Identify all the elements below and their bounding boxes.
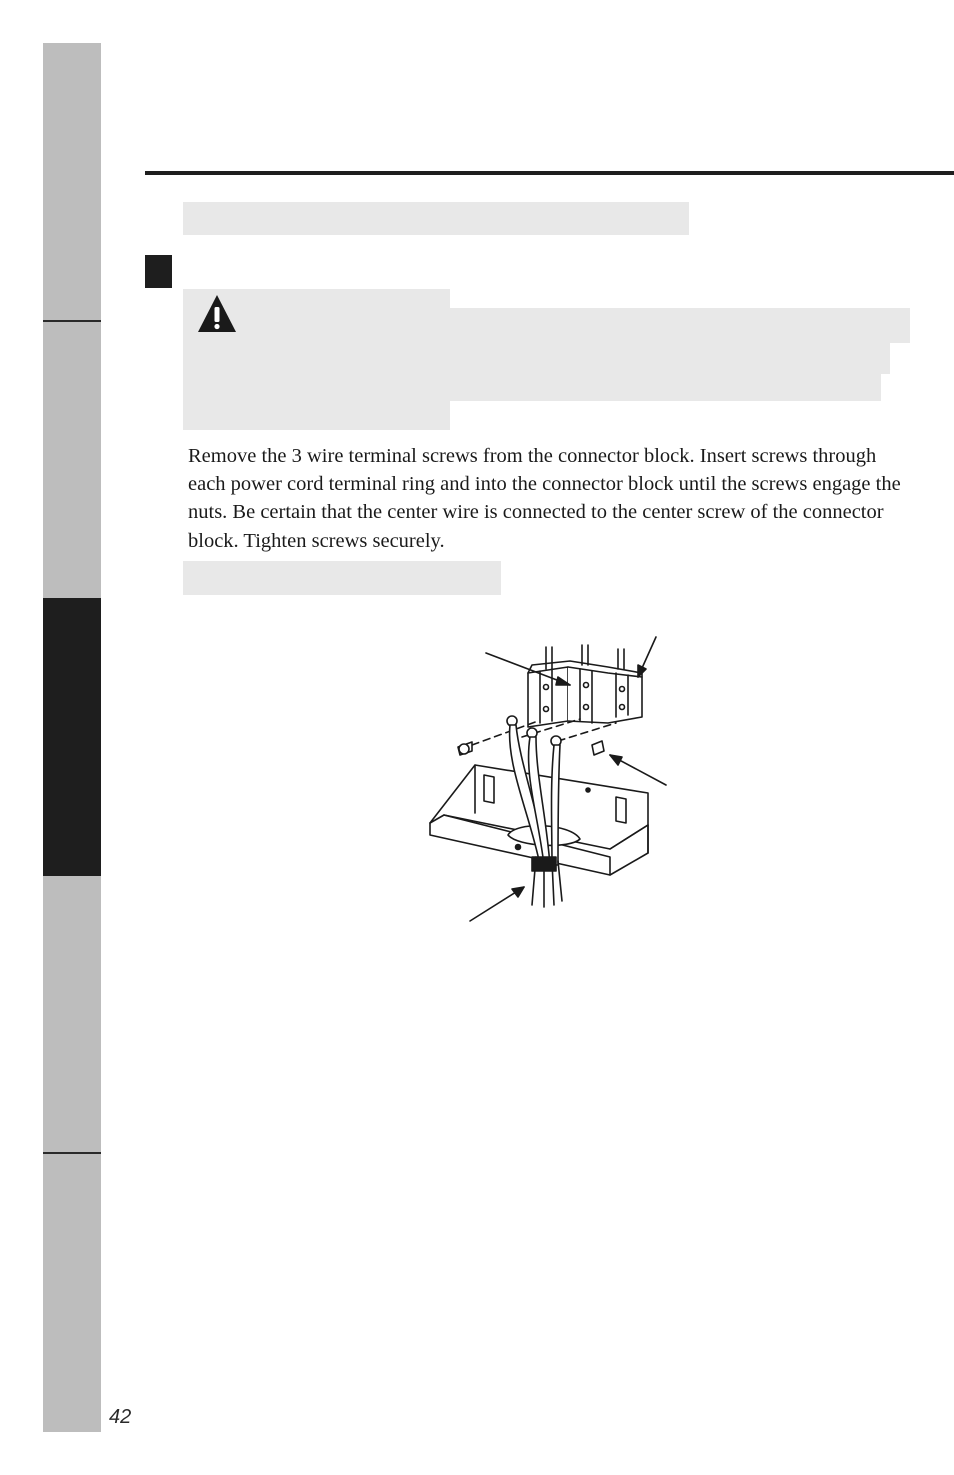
instruction-text: Remove the 3 wire terminal screws from the connector block. Insert screws through each power cord terminal ring and into the connector block until the screws engage the nuts. Be certain that the center wire is connected to the center screw of the connector block. Tighten screws securely. xyxy=(188,445,901,552)
page-number: 42 xyxy=(109,1406,132,1428)
section-tab-4 xyxy=(43,876,101,1152)
warning-triangle-icon xyxy=(196,293,238,335)
header-rule xyxy=(145,171,954,175)
step-marker xyxy=(145,255,172,288)
section-tab-2 xyxy=(43,322,101,598)
figure-caption-bar xyxy=(183,561,501,595)
connector-block-wiring-illustration xyxy=(420,625,680,930)
section-tab-1 xyxy=(43,43,101,321)
section-heading-bar xyxy=(183,202,689,235)
section-tab-3 xyxy=(43,598,101,876)
section-tab-5 xyxy=(43,1154,101,1432)
